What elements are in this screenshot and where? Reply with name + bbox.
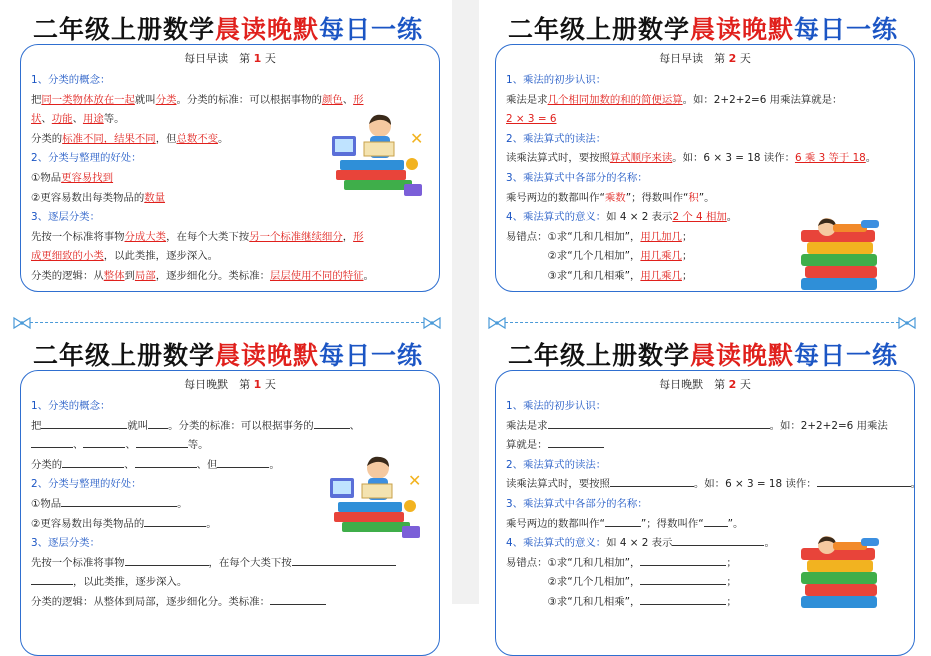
text-line [31,417,431,437]
text-segment: ； [726,595,737,608]
text-segment: 。如：2+2+2=6 用乘法算就是： [682,93,843,106]
text-line [506,475,922,495]
blank-line [548,436,604,448]
text-segment: ，但 [155,132,177,145]
worksheet-title [6,10,450,46]
text-segment: ”；得数叫作“ [640,517,704,530]
section-heading [31,208,431,228]
answer-text: 形 [353,93,364,106]
text-segment: 。 [726,211,738,224]
blank-line [31,436,73,448]
text-segment: ； [726,576,737,589]
text-segment: 读乘法算式时，要按照 [506,478,610,491]
text-line [31,593,431,613]
text-segment: 分类的 [31,458,63,471]
text-line [31,436,431,456]
answer-text: 总数不变 [176,132,219,145]
text-line [31,228,431,248]
answer-text: 6 乘 3 等于 18 [794,152,866,165]
text-segment: 到 [124,269,135,282]
answer-text: 分成大类 [124,230,167,243]
blank-line [672,534,764,546]
blank-line [83,436,125,448]
text-segment: 乘法是求 [506,93,548,106]
dashed-divider-right [487,316,917,330]
text-segment: 。分类的标准：可以根据事务的 [168,419,314,432]
text-segment: 把 [31,93,42,106]
title-part2: 晨读晚默 [214,15,319,44]
text-segment: 就叫 [134,93,156,106]
day-number: 1 [253,52,262,65]
text-segment: 乘法是求 [506,419,548,432]
bow-icon [422,316,442,330]
text-segment: ②更容易数出每类物品的 [31,191,145,204]
answer-text: 2 × 3 = 6 [506,113,557,126]
blank-line [548,417,770,429]
day-prefix: 第 [714,52,726,65]
title-part1: 二年级上册数学 [32,341,215,370]
text-segment: ”。 [698,191,715,204]
text-segment: ①物品 [31,497,62,510]
text-segment: ②更容易数出每类物品的 [31,517,145,530]
blank-line [125,554,209,566]
svg-text:✕: ✕ [410,129,424,148]
text-segment: 等。 [187,439,209,452]
day-prefix: 第 [714,378,726,391]
answer-text: 乘数 [604,191,626,204]
answer-text: 整体 [103,269,125,282]
blank-line [292,554,396,566]
answer-text: 用途 [82,113,104,126]
text-segment: 。 [206,517,217,530]
day-suffix: 天 [264,52,276,65]
page-gutter [452,0,479,604]
worksheet-title [481,336,925,372]
text-line [506,110,906,130]
answer-text: 2 个 4 相加 [672,211,727,224]
text-segment: 。如：2+2+2=6 用乘法 [769,419,888,432]
text-line [506,149,906,169]
answer-text: 层层使用不同的特征 [269,269,364,282]
text-segment: 、 [349,419,361,432]
text-segment: 1、乘法的初步认识： [506,74,607,86]
blank-line [270,593,326,605]
blank-line [135,456,197,468]
blank-line [640,593,726,605]
card-heading [21,50,439,66]
text-segment: 易错点：①求“几和几相加”， [506,556,641,569]
text-segment: 把 [31,419,42,432]
answer-text: 数量 [144,191,166,204]
child-on-books-illustration [797,218,889,298]
answer-text: 用几乘几 [640,269,682,282]
title-part3: 每日一练 [319,341,424,370]
text-line [31,91,431,111]
text-segment: 先按一个标准将事物 [31,556,125,569]
text-segment: 3、逐层分类： [31,537,100,550]
answer-text: 颜色 [321,93,343,106]
text-segment: 。 [269,458,280,471]
answer-text: 几个相同加数的和的简便运算 [547,93,683,106]
answer-text: 分类 [155,93,177,106]
evening-recall-day2 [481,326,925,626]
text-segment: ，逐步细化分。类标准： [155,269,270,282]
text-segment: 。 [865,152,877,165]
text-segment: 2、分类与整理的好处： [31,152,142,165]
text-segment: 、 [72,113,83,126]
section-heading-text: 4、乘法算式的意义： [506,537,607,550]
title-part3: 每日一练 [794,15,899,44]
text-segment: 、 [124,458,135,471]
text-segment: 算就是： [506,439,548,452]
text-segment: 2、乘法算式的读法： [506,458,607,471]
answer-text: 另一个标准继续细分 [249,230,343,243]
text-segment: ， [342,230,354,243]
day-suffix: 天 [264,378,276,391]
text-segment: 分类的逻辑：从整体到局部，逐步细化分。类标准： [31,595,270,608]
boy-reading-illustration [328,112,424,202]
answer-text: 用几乘几 [640,250,682,263]
card-heading-label: 每日早读 [659,52,704,65]
text-segment: 。 [764,537,775,550]
blank-line [31,573,73,585]
answer-text: 形 [353,230,364,243]
title-part2: 晨读晚默 [689,341,794,370]
svg-text:✕: ✕ [408,471,422,490]
text-segment: 易错点：①求“几和几相加”， [506,230,641,243]
blank-line [61,495,177,507]
day-prefix: 第 [239,52,251,65]
text-segment: 1、乘法的初步认识： [506,400,607,412]
worksheet-title [481,10,925,46]
text-segment: ； [681,250,693,263]
blank-line [217,456,269,468]
day-prefix: 第 [239,378,251,391]
text-segment: ，在每个大类下按 [166,230,250,243]
text-segment: ”；得数叫作“ [625,191,689,204]
text-segment: 、 [342,93,354,106]
text-line [506,189,906,209]
text-segment: 1、分类的概念： [31,400,111,412]
title-part3: 每日一练 [319,15,424,44]
day-number: 2 [728,52,737,65]
text-segment: 。如：6 × 3 = 18 读作： [672,152,795,165]
blank-line [640,554,726,566]
blank-line [62,456,124,468]
text-line [31,247,431,267]
answer-text: 状 [31,113,42,126]
text-segment: ； [681,269,693,282]
text-segment: 、但 [196,458,218,471]
text-segment: 如 4 × 2 表示 [606,211,673,224]
section-heading [506,495,906,515]
section-heading-text: 4、乘法算式的意义： [506,211,607,224]
text-segment: ③求“几和几相乘”， [506,269,641,282]
text-line [506,515,906,535]
section-heading [506,130,906,150]
boy-reading-illustration [326,454,422,544]
text-line [31,554,431,574]
answer-text: 用几加几 [640,230,682,243]
text-segment: 2、乘法算式的读法： [506,132,607,145]
text-segment: 就叫 [127,419,149,432]
text-line [506,436,906,456]
text-segment: 。如：6 × 3 = 18 读作： [693,478,817,491]
text-segment: ②求“几个几相加”， [506,250,641,263]
title-part2: 晨读晚默 [689,15,794,44]
blank-line [817,475,911,487]
text-segment: 。 [363,269,374,282]
text-segment: 、 [41,113,52,126]
text-segment: ，在每个大类下按 [208,556,292,569]
text-segment: ②求“几个几相加”， [506,576,641,589]
evening-recall-day1 [6,326,450,626]
text-segment: ，以此类推，逐步深入。 [103,250,219,263]
card-heading-label: 每日晚默 [184,378,229,391]
card-heading [496,376,914,392]
answer-text: 更容易找到 [61,171,114,184]
text-segment: 2、分类与整理的好处： [31,478,142,491]
blank-line [640,573,726,585]
text-segment: 分类的逻辑：从 [31,269,104,282]
child-on-books-illustration [797,536,889,616]
text-segment: 3、乘法算式中各部分的名称： [506,171,648,184]
text-line [506,417,906,437]
day-number: 2 [728,378,737,391]
morning-reading-day1 [6,0,450,300]
answer-text: 标准不同，结果不同 [62,132,156,145]
answer-text: 功能 [51,113,73,126]
text-segment: 等。 [103,113,125,126]
title-part3: 每日一练 [794,341,899,370]
text-segment: 读乘法算式时，要按照 [506,152,610,165]
dashed-divider-left [12,316,442,330]
text-segment: 分类的 [31,132,63,145]
text-segment: ； [726,556,737,569]
title-part2: 晨读晚默 [214,341,319,370]
title-part1: 二年级上册数学 [507,15,690,44]
answer-text: 局部 [134,269,156,282]
worksheet-title [6,336,450,372]
day-number: 1 [253,378,262,391]
day-suffix: 天 [739,378,751,391]
text-segment: 3、逐层分类： [31,211,100,224]
text-segment: ； [681,230,693,243]
text-segment: 1、分类的概念： [31,74,111,86]
section-heading [506,397,906,417]
blank-line [704,515,728,527]
bow-icon [487,316,507,330]
text-segment: 。 [218,132,229,145]
card-heading-label: 每日早读 [184,52,229,65]
blank-line [314,417,350,429]
answer-text: 算式顺序来读 [609,152,673,165]
blank-line [136,436,188,448]
text-segment: ①物品 [31,171,62,184]
answer-text: 同一类物体放在一起 [41,93,135,106]
text-segment: ，以此类推，逐步深入。 [73,576,188,589]
card-heading [21,376,439,392]
bow-icon [12,316,32,330]
title-part1: 二年级上册数学 [507,341,690,370]
text-segment: 乘号两边的数都叫作“ [506,191,605,204]
card-heading [496,50,914,66]
answer-text: 成更细致的小类 [31,250,104,263]
card-heading-label: 每日晚默 [659,378,704,391]
text-segment: 。 [910,478,922,491]
answer-text: 积 [688,191,699,204]
text-segment: 。 [177,497,188,510]
blank-line [148,417,168,429]
text-segment: ”。 [727,517,744,530]
text-line [506,91,906,111]
blank-line [41,417,127,429]
section-heading [506,456,906,476]
text-line [31,267,431,287]
section-heading [506,71,906,91]
text-segment: ③求“几和几相乘”， [506,595,641,608]
text-segment: 乘号两边的数都叫作“ [506,517,605,530]
title-part1: 二年级上册数学 [32,15,215,44]
text-segment: 3、乘法算式中各部分的名称： [506,497,648,510]
text-segment: 如 4 × 2 表示 [606,537,673,550]
section-heading [506,169,906,189]
blank-line [610,475,694,487]
text-line [31,573,431,593]
section-heading [31,397,431,417]
bow-icon [897,316,917,330]
text-segment: 、 [125,439,136,452]
blank-line [605,515,641,527]
morning-reading-day2 [481,0,925,300]
text-segment: 先按一个标准将事物 [31,230,125,243]
section-heading [31,71,431,91]
day-suffix: 天 [739,52,751,65]
blank-line [144,515,206,527]
text-segment: 、 [73,439,84,452]
text-segment: 。分类的标准：可以根据事物的 [176,93,322,106]
